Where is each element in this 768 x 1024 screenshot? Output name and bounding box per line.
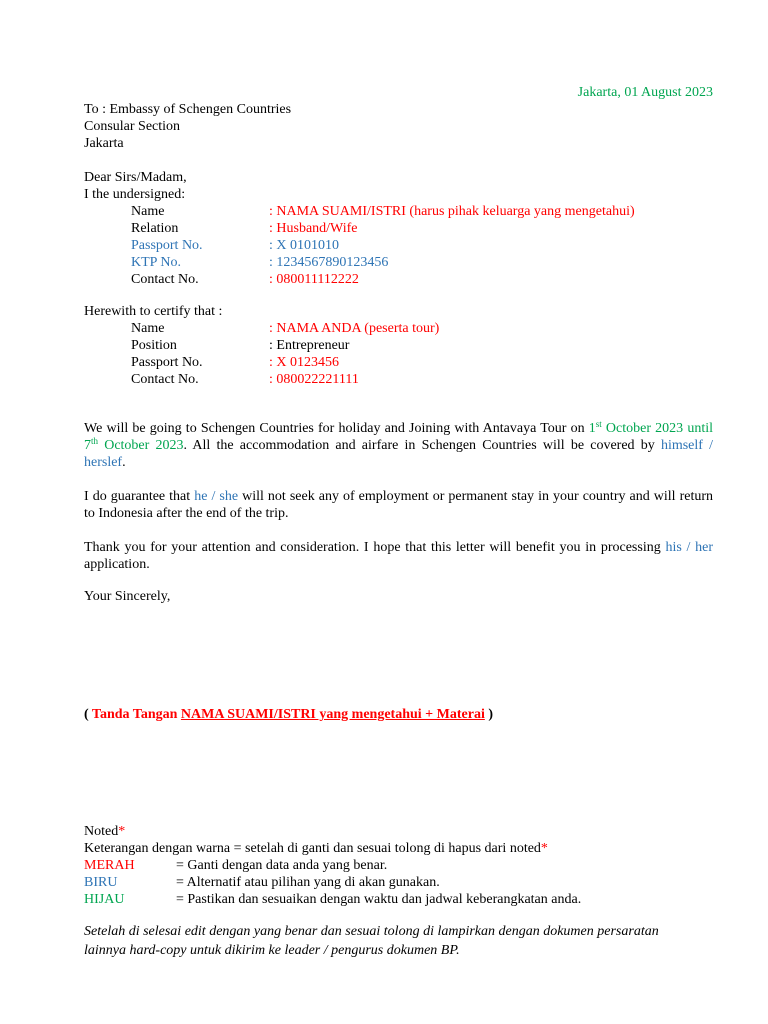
undersigned-relation-row	[84, 220, 713, 237]
field-label: Passport No.	[131, 238, 203, 253]
field-label: Position	[131, 338, 177, 353]
paragraph-travel	[84, 420, 713, 471]
paragraph-text: We will be going to Schengen Countries for holiday and Joining with Antavaya Tour on	[84, 421, 589, 436]
notes-title-text: Noted	[84, 824, 119, 839]
asterisk: *	[540, 841, 548, 856]
notes-footer: Setelah di selesai edit dengan yang benar dan sesuai tolong di lampirkan dengan dokumen persaratan lainnya hard-copy untuk dikirim ke leader / pengurus dokumen BP.	[84, 924, 659, 958]
legend-green	[84, 891, 713, 908]
field-value: : X 0101010	[269, 238, 339, 253]
certified-block	[84, 303, 713, 388]
signature-label: Tanda Tangan	[91, 707, 181, 722]
certified-name-row	[84, 320, 713, 337]
undersigned-intro: I the undersigned:	[84, 187, 186, 202]
legend-key: BIRU	[84, 875, 118, 890]
field-value: : 1234567890123456	[269, 255, 389, 270]
legend-red	[84, 857, 713, 874]
recipient-city: Jakarta	[84, 136, 124, 151]
legend-value: = Alternatif atau pilihan yang di akan gunakan.	[176, 875, 440, 890]
field-label: Passport No.	[131, 355, 203, 370]
field-value: : Entrepreneur	[269, 338, 350, 353]
pronoun-alternative: his / her	[665, 540, 713, 555]
legend-value: = Ganti dengan data anda yang benar.	[176, 858, 388, 873]
travel-date-suffix: st	[595, 419, 602, 429]
certified-contact-row	[84, 371, 713, 388]
travel-date-suffix: th	[91, 436, 99, 446]
notes-description	[84, 840, 713, 857]
paragraph-text: I do guarantee that	[84, 489, 195, 504]
undersigned-ktp-row	[84, 254, 713, 271]
paragraph-text: .	[122, 455, 126, 470]
closing: Your Sincerely,	[84, 589, 171, 604]
letter-date: Jakarta, 01 August 2023	[577, 85, 713, 100]
recipient-block	[84, 101, 291, 152]
legend-value: = Pastikan dan sesuaikan dengan waktu dan jadwal keberangkatan anda.	[176, 892, 582, 907]
field-label: Name	[131, 321, 165, 336]
legend-key: MERAH	[84, 858, 135, 873]
legend-blue	[84, 874, 713, 891]
signature-paren: )	[484, 707, 494, 722]
field-value: : Husband/Wife	[269, 221, 358, 236]
pronoun-alternative: he / she	[194, 489, 239, 504]
undersigned-passport-row	[84, 237, 713, 254]
field-value: : NAMA SUAMI/ISTRI (harus pihak keluarga yang mengetahui)	[269, 204, 635, 219]
field-label: Relation	[131, 221, 179, 236]
field-value: : 080011112222	[269, 272, 359, 287]
travel-date-text: October 2023	[98, 438, 184, 453]
notes-title	[84, 823, 713, 840]
recipient-to: To : Embassy of Schengen Countries	[84, 102, 292, 117]
notes-block	[84, 823, 713, 960]
legend-key: HIJAU	[84, 892, 125, 907]
field-label: Contact No.	[131, 272, 199, 287]
signature-paren: (	[84, 707, 92, 722]
notes-description-text: Keterangan dengan warna = setelah di ganti dan sesuai tolong di hapus dari noted	[84, 841, 541, 856]
travel-date-text: October 2023 until 7	[84, 421, 714, 453]
asterisk: *	[118, 824, 126, 839]
undersigned-name-row	[84, 203, 713, 220]
field-value: : 080022221111	[269, 372, 359, 387]
paragraph-text: . All the accommodation and airfare in Schengen Countries will be covered by	[183, 438, 661, 453]
paragraph-thanks	[84, 539, 713, 573]
field-value: : X 0123456	[269, 355, 339, 370]
paragraph-text: application.	[84, 557, 150, 572]
field-label: KTP No.	[131, 255, 182, 270]
signature-name: NAMA SUAMI/ISTRI yang mengetahui + Materai	[180, 707, 485, 722]
undersigned-contact-row	[84, 271, 713, 288]
paragraph-text: will not seek any of employment or permanent stay in your country and will return to Indonesia after the end of the trip.	[84, 489, 714, 521]
certified-position-row	[84, 337, 713, 354]
pronoun-alternative: himself / herslef	[84, 438, 714, 470]
paragraph-text: Thank you for your attention and consideration. I hope that this letter will benefit you in processing	[84, 540, 666, 555]
field-label: Name	[131, 204, 165, 219]
travel-date-text: 1	[588, 421, 596, 436]
salutation: Dear Sirs/Madam,	[84, 170, 187, 185]
field-label: Contact No.	[131, 372, 199, 387]
paragraph-guarantee	[84, 488, 713, 522]
recipient-section: Consular Section	[84, 119, 181, 134]
field-value: : NAMA ANDA (peserta tour)	[269, 321, 440, 336]
certify-intro: Herewith to certify that :	[84, 304, 223, 319]
signature-line	[84, 706, 493, 723]
undersigned-block	[84, 169, 713, 288]
certified-passport-row	[84, 354, 713, 371]
